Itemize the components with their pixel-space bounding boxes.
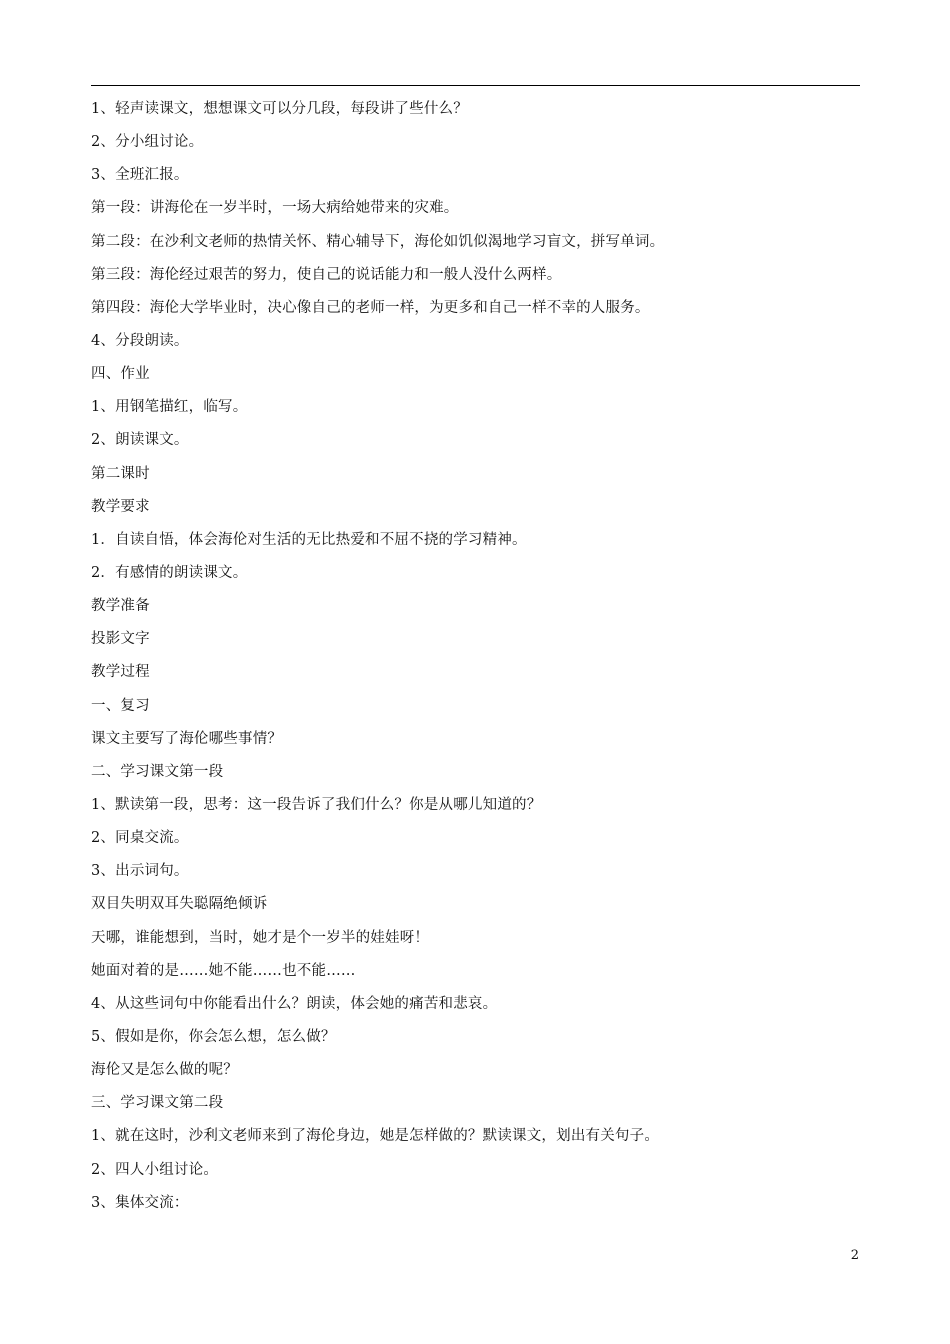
text-line: 3、集体交流： bbox=[91, 1194, 189, 1211]
text-line: 1、默读第一段，思考：这一段告诉了我们什么？你是从哪儿知道的？ bbox=[91, 796, 542, 813]
text-line: 2、四人小组讨论。 bbox=[91, 1161, 219, 1178]
text-line: 2、分小组讨论。 bbox=[91, 134, 204, 151]
text-line: 第二课时 bbox=[91, 465, 150, 482]
text-line: 四、作业 bbox=[91, 366, 150, 383]
text-line: 课文主要写了海伦哪些事情？ bbox=[91, 730, 283, 747]
text-line: 5、假如是你，你会怎么想，怎么做？ bbox=[91, 1028, 336, 1045]
text-line: 3、全班汇报。 bbox=[91, 167, 189, 184]
text-line: 1、就在这时，沙利文老师来到了海伦身边，她是怎样做的？默读课文，划出有关句子。 bbox=[91, 1128, 660, 1145]
text-line: 第二段：在沙利文老师的热情关怀、精心辅导下，海伦如饥似渴地学习盲文，拼写单词。 bbox=[91, 233, 665, 250]
text-line: 1、用钢笔描红，临写。 bbox=[91, 399, 248, 416]
text-line: 2、朗读课文。 bbox=[91, 432, 189, 449]
text-line: 2．有感情的朗读课文。 bbox=[91, 564, 248, 581]
text-line: 第三段：海伦经过艰苦的努力，使自己的说话能力和一般人没什么两样。 bbox=[91, 266, 562, 283]
text-line: 1．自读自悟，体会海伦对生活的无比热爱和不屈不挠的学习精神。 bbox=[91, 531, 527, 548]
document-body bbox=[91, 93, 861, 1220]
text-line: 投影文字 bbox=[91, 631, 150, 648]
text-line: 海伦又是怎么做的呢？ bbox=[91, 1062, 238, 1079]
text-line: 3、出示词句。 bbox=[91, 863, 189, 880]
text-line: 教学过程 bbox=[91, 664, 150, 681]
text-line: 三、学习课文第二段 bbox=[91, 1095, 224, 1112]
text-line: 一、复习 bbox=[91, 697, 150, 714]
text-line: 教学准备 bbox=[91, 598, 150, 615]
text-line: 第四段：海伦大学毕业时，决心像自己的老师一样，为更多和自己一样不幸的人服务。 bbox=[91, 299, 650, 316]
page-number: 2 bbox=[850, 1248, 859, 1263]
text-line: 4、从这些词句中你能看出什么？朗读，体会她的痛苦和悲哀。 bbox=[91, 995, 498, 1012]
header-rule bbox=[91, 85, 860, 86]
text-line: 4、分段朗读。 bbox=[91, 332, 189, 349]
text-line: 天哪，谁能想到，当时，她才是个一岁半的娃娃呀！ bbox=[91, 929, 430, 946]
text-line: 1、轻声读课文，想想课文可以分几段，每段讲了些什么？ bbox=[91, 101, 468, 117]
text-line: 她面对着的是……她不能……也不能…… bbox=[91, 962, 356, 979]
text-line: 第一段：讲海伦在一岁半时，一场大病给她带来的灾难。 bbox=[91, 200, 459, 217]
text-line: 2、同桌交流。 bbox=[91, 830, 189, 847]
text-line: 教学要求 bbox=[91, 498, 150, 515]
text-line: 二、学习课文第一段 bbox=[91, 763, 224, 780]
text-line: 双目失明双耳失聪隔绝倾诉 bbox=[91, 896, 268, 913]
